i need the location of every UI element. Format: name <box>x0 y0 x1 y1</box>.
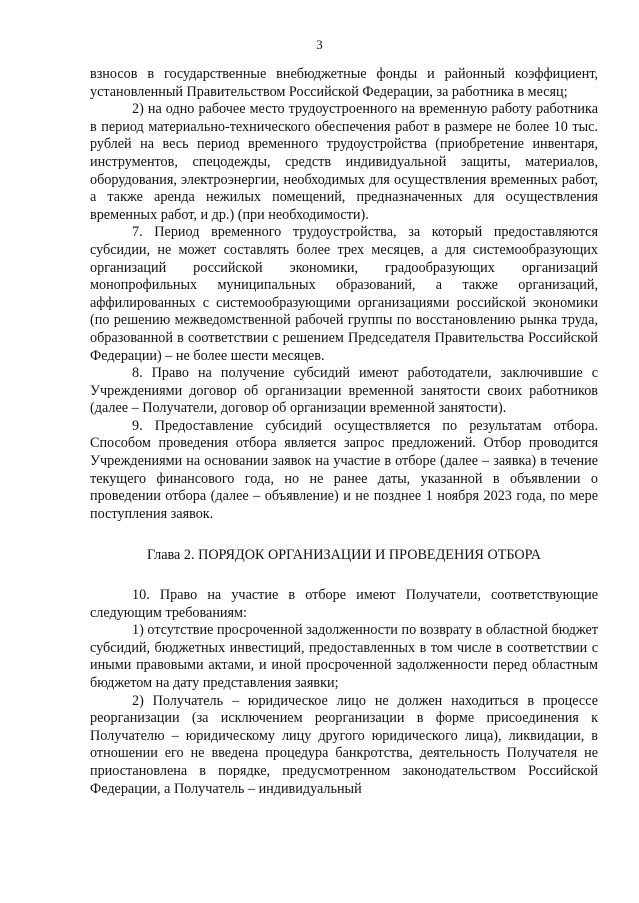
paragraph-continuation: взносов в государственные внебюджетные фонды и районный коэффициент, установленный Правительством Российской Федерации, за работника в месяц; <box>90 66 598 100</box>
paragraph-10-item-1: 1) отсутствие просроченной задолженности по возврату в областной бюджет субсидий, бюджетных инвестиций, предоставленных в том числе в соответствии с иными правовыми актами, и иной просроченной задолженности перед областным бюджетом на дату представления заявки; <box>90 622 598 691</box>
chapter-heading: Глава 2. ПОРЯДОК ОРГАНИЗАЦИИ И ПРОВЕДЕНИЯ ОТБОРА <box>147 547 541 564</box>
paragraph-8: 8. Право на получение субсидий имеют работодатели, заключившие с Учреждениями договор об организации временной занятости своих работников (далее – Получатели, договор об организации временной занятости). <box>90 365 598 417</box>
paragraph-subitem-2: 2) на одно рабочее место трудоустроенного на временную работу работника в период материально-технического обеспечения работ в размере не более 10 тыс. рублей на весь период временного трудоустройства (приобретение инвентаря, инструментов, спецодежды, средств индивидуальной защиты, материалов, оборудования, электроэнергии, необходимых для осуществления временных работ, а также аренда нежилых помещений, предназначенных для осуществления временных работ, и др.) (при необходимости). <box>90 101 598 223</box>
page-number: 3 <box>316 37 323 52</box>
paragraph-10-item-2: 2) Получатель – юридическое лицо не должен находиться в процессе реорганизации (за исключением реорганизации в форме присоединения к Получателю – юридическому лицу другого юридического лица), ликвидации, в отношении его не введена процедура банкротства, деятельность Получателя не приостановлена в порядке, предусмотренном законодательством Российской Федерации, а Получатель – индивидуальный <box>90 692 598 797</box>
document-body <box>90 66 598 798</box>
paragraph-10: 10. Право на участие в отборе имеют Получатели, соответствующие следующим требованиям: <box>90 587 598 621</box>
paragraph-9: 9. Предоставление субсидий осуществляется по результатам отбора. Способом проведения отбора является запрос предложений. Отбор проводится Учреждениями на основании заявок на участие в отборе (далее – заявка) в течение текущего финансового года, но не ранее даты, указанной в объявлении о проведении отбора (далее – объявление) и не позднее 1 ноября 2023 года, по мере поступления заявок. <box>90 417 598 522</box>
paragraph-7: 7. Период временного трудоустройства, за который предоставляются субсидии, не может составлять более трех месяцев, а для системообразующих организаций российской экономики, градообразующих организаций монопрофильных муниципальных образований, а также организаций, аффилированных с системообразующими организациями российской экономики (по решению межведомственной рабочей группы по восстановлению рынка труда, образованной в соответствии с решением Председателя Правительства Российской Федерации) – не более шести месяцев. <box>90 224 598 364</box>
